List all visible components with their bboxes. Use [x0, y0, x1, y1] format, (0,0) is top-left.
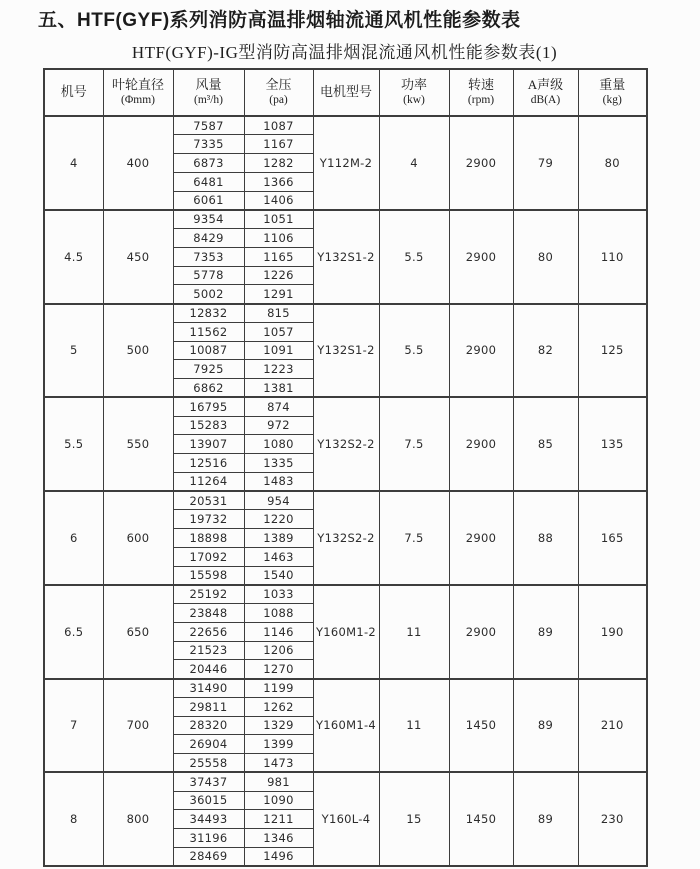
cell-airflow: 18898	[173, 529, 244, 548]
cell-diameter: 450	[103, 210, 173, 304]
cell-motor: Y132S1-2	[313, 210, 379, 304]
cell-airflow: 25192	[173, 585, 244, 604]
cell-diameter: 700	[103, 679, 173, 773]
cell-speed: 1450	[449, 772, 513, 866]
column-header-power	[379, 69, 449, 116]
column-header-unit: (kg)	[602, 94, 622, 107]
cell-airflow: 7587	[173, 116, 244, 135]
cell-pressure: 1389	[244, 529, 313, 548]
cell-pressure: 1146	[244, 622, 313, 641]
column-header-unit: (Φmm)	[121, 94, 155, 107]
cell-airflow: 36015	[173, 791, 244, 810]
column-header-label: 全压	[265, 76, 292, 92]
column-header-unit: (m³/h)	[194, 94, 223, 107]
cell-pressure: 1088	[244, 604, 313, 623]
cell-power: 5.5	[379, 304, 449, 398]
cell-weight: 110	[578, 210, 647, 304]
cell-weight: 210	[578, 679, 647, 773]
cell-noise: 82	[513, 304, 578, 398]
cell-pressure: 1033	[244, 585, 313, 604]
cell-pressure: 1211	[244, 810, 313, 829]
cell-airflow: 25558	[173, 754, 244, 773]
cell-airflow: 16795	[173, 397, 244, 416]
cell-weight: 80	[578, 116, 647, 210]
cell-power: 11	[379, 585, 449, 679]
cell-motor: Y132S1-2	[313, 304, 379, 398]
cell-pressure: 1399	[244, 735, 313, 754]
column-header-label: 叶轮直径	[111, 76, 164, 92]
cell-motor: Y132S2-2	[313, 491, 379, 585]
cell-speed: 1450	[449, 679, 513, 773]
column-header-label: 风量	[195, 76, 222, 92]
cell-power: 5.5	[379, 210, 449, 304]
cell-pressure: 1090	[244, 791, 313, 810]
cell-airflow: 20446	[173, 660, 244, 679]
cell-pressure: 954	[244, 491, 313, 510]
cell-diameter: 800	[103, 772, 173, 866]
cell-pressure: 815	[244, 304, 313, 323]
cell-motor: Y160L-4	[313, 772, 379, 866]
cell-airflow: 19732	[173, 510, 244, 529]
cell-pressure: 972	[244, 416, 313, 435]
cell-airflow: 23848	[173, 604, 244, 623]
cell-pressure: 1206	[244, 641, 313, 660]
cell-airflow: 12832	[173, 304, 244, 323]
cell-diameter: 500	[103, 304, 173, 398]
column-header-airflow	[173, 69, 244, 116]
cell-pressure: 1080	[244, 435, 313, 454]
table-row	[44, 491, 647, 510]
column-header-speed	[449, 69, 513, 116]
cell-speed: 2900	[449, 585, 513, 679]
table-header	[44, 69, 647, 116]
cell-noise: 85	[513, 397, 578, 491]
column-header-unit: (pa)	[269, 94, 288, 107]
cell-airflow: 6862	[173, 379, 244, 398]
cell-motor: Y112M-2	[313, 116, 379, 210]
cell-noise: 89	[513, 679, 578, 773]
table-row	[44, 116, 647, 135]
cell-pressure: 1167	[244, 135, 313, 154]
cell-airflow: 11264	[173, 472, 244, 491]
cell-airflow: 7925	[173, 360, 244, 379]
cell-pressure: 1087	[244, 116, 313, 135]
cell-diameter: 400	[103, 116, 173, 210]
cell-pressure: 1262	[244, 697, 313, 716]
cell-model: 5.5	[44, 397, 103, 491]
cell-pressure: 1483	[244, 472, 313, 491]
cell-airflow: 31196	[173, 829, 244, 848]
cell-pressure: 1051	[244, 210, 313, 229]
column-header-diameter	[103, 69, 173, 116]
cell-pressure: 1226	[244, 266, 313, 285]
column-header-label: 机号	[60, 84, 87, 100]
cell-airflow: 31490	[173, 679, 244, 698]
cell-noise: 88	[513, 491, 578, 585]
table-row	[44, 304, 647, 323]
cell-pressure: 1106	[244, 229, 313, 248]
cell-speed: 2900	[449, 116, 513, 210]
column-header-label: 电机型号	[319, 84, 372, 100]
column-header-motor	[313, 69, 379, 116]
cell-airflow: 21523	[173, 641, 244, 660]
cell-airflow: 37437	[173, 772, 244, 791]
cell-weight: 165	[578, 491, 647, 585]
cell-noise: 89	[513, 585, 578, 679]
cell-pressure: 1270	[244, 660, 313, 679]
cell-pressure: 1346	[244, 829, 313, 848]
column-header-model	[44, 69, 103, 116]
table-row	[44, 679, 647, 698]
cell-motor: Y160M1-2	[313, 585, 379, 679]
cell-weight: 135	[578, 397, 647, 491]
cell-power: 15	[379, 772, 449, 866]
cell-diameter: 600	[103, 491, 173, 585]
cell-power: 11	[379, 679, 449, 773]
cell-airflow: 13907	[173, 435, 244, 454]
cell-motor: Y132S2-2	[313, 397, 379, 491]
column-header-noise	[513, 69, 578, 116]
cell-pressure: 1366	[244, 172, 313, 191]
cell-model: 4.5	[44, 210, 103, 304]
cell-airflow: 8429	[173, 229, 244, 248]
cell-airflow: 6061	[173, 191, 244, 210]
cell-pressure: 1540	[244, 566, 313, 585]
table-header-row	[44, 69, 647, 116]
cell-airflow: 7335	[173, 135, 244, 154]
cell-airflow: 15283	[173, 416, 244, 435]
cell-speed: 2900	[449, 491, 513, 585]
cell-weight: 190	[578, 585, 647, 679]
cell-model: 7	[44, 679, 103, 773]
cell-power: 7.5	[379, 397, 449, 491]
page-title: 五、HTF(GYF)系列消防高温排烟轴流通风机性能参数表	[38, 10, 521, 31]
column-header-label: A声级	[527, 76, 564, 92]
cell-pressure: 874	[244, 397, 313, 416]
cell-airflow: 12516	[173, 454, 244, 473]
cell-weight: 230	[578, 772, 647, 866]
column-header-label: 功率	[400, 76, 427, 92]
column-header-label: 重量	[599, 76, 626, 92]
cell-diameter: 650	[103, 585, 173, 679]
cell-airflow: 6873	[173, 154, 244, 173]
cell-speed: 2900	[449, 210, 513, 304]
cell-airflow: 10087	[173, 341, 244, 360]
cell-pressure: 1291	[244, 285, 313, 304]
cell-speed: 2900	[449, 304, 513, 398]
cell-pressure: 1335	[244, 454, 313, 473]
column-header-unit: (rpm)	[467, 94, 495, 107]
cell-pressure: 1463	[244, 547, 313, 566]
cell-pressure: 1057	[244, 322, 313, 341]
cell-pressure: 981	[244, 772, 313, 791]
cell-speed: 2900	[449, 397, 513, 491]
cell-airflow: 20531	[173, 491, 244, 510]
cell-model: 5	[44, 304, 103, 398]
cell-noise: 79	[513, 116, 578, 210]
cell-airflow: 22656	[173, 622, 244, 641]
column-header-weight	[578, 69, 647, 116]
table-row	[44, 772, 647, 791]
table-row	[44, 397, 647, 416]
table-caption: HTF(GYF)-IG型消防高温排烟混流通风机性能参数表(1)	[131, 43, 558, 62]
cell-airflow: 5778	[173, 266, 244, 285]
cell-pressure: 1406	[244, 191, 313, 210]
cell-airflow: 28320	[173, 716, 244, 735]
column-header-unit: (kw)	[403, 94, 425, 107]
cell-airflow: 5002	[173, 285, 244, 304]
cell-airflow: 7353	[173, 247, 244, 266]
table-row	[44, 210, 647, 229]
fan-performance-table	[43, 68, 648, 867]
cell-weight: 125	[578, 304, 647, 398]
cell-airflow: 6481	[173, 172, 244, 191]
cell-diameter: 550	[103, 397, 173, 491]
table-body	[44, 116, 647, 866]
cell-power: 4	[379, 116, 449, 210]
cell-airflow: 9354	[173, 210, 244, 229]
cell-noise: 80	[513, 210, 578, 304]
cell-pressure: 1329	[244, 716, 313, 735]
cell-airflow: 15598	[173, 566, 244, 585]
cell-motor: Y160M1-4	[313, 679, 379, 773]
cell-power: 7.5	[379, 491, 449, 585]
cell-pressure: 1165	[244, 247, 313, 266]
column-header-pressure	[244, 69, 313, 116]
cell-airflow: 11562	[173, 322, 244, 341]
cell-airflow: 29811	[173, 697, 244, 716]
cell-model: 4	[44, 116, 103, 210]
cell-pressure: 1223	[244, 360, 313, 379]
cell-pressure: 1282	[244, 154, 313, 173]
cell-pressure: 1381	[244, 379, 313, 398]
cell-model: 6.5	[44, 585, 103, 679]
table-row	[44, 585, 647, 604]
column-header-unit: dB(A)	[530, 94, 561, 107]
cell-noise: 89	[513, 772, 578, 866]
cell-model: 6	[44, 491, 103, 585]
cell-pressure: 1199	[244, 679, 313, 698]
cell-pressure: 1496	[244, 847, 313, 866]
cell-airflow: 34493	[173, 810, 244, 829]
cell-pressure: 1473	[244, 754, 313, 773]
cell-pressure: 1220	[244, 510, 313, 529]
cell-airflow: 17092	[173, 547, 244, 566]
cell-airflow: 28469	[173, 847, 244, 866]
cell-airflow: 26904	[173, 735, 244, 754]
cell-model: 8	[44, 772, 103, 866]
cell-pressure: 1091	[244, 341, 313, 360]
column-header-label: 转速	[467, 76, 494, 92]
